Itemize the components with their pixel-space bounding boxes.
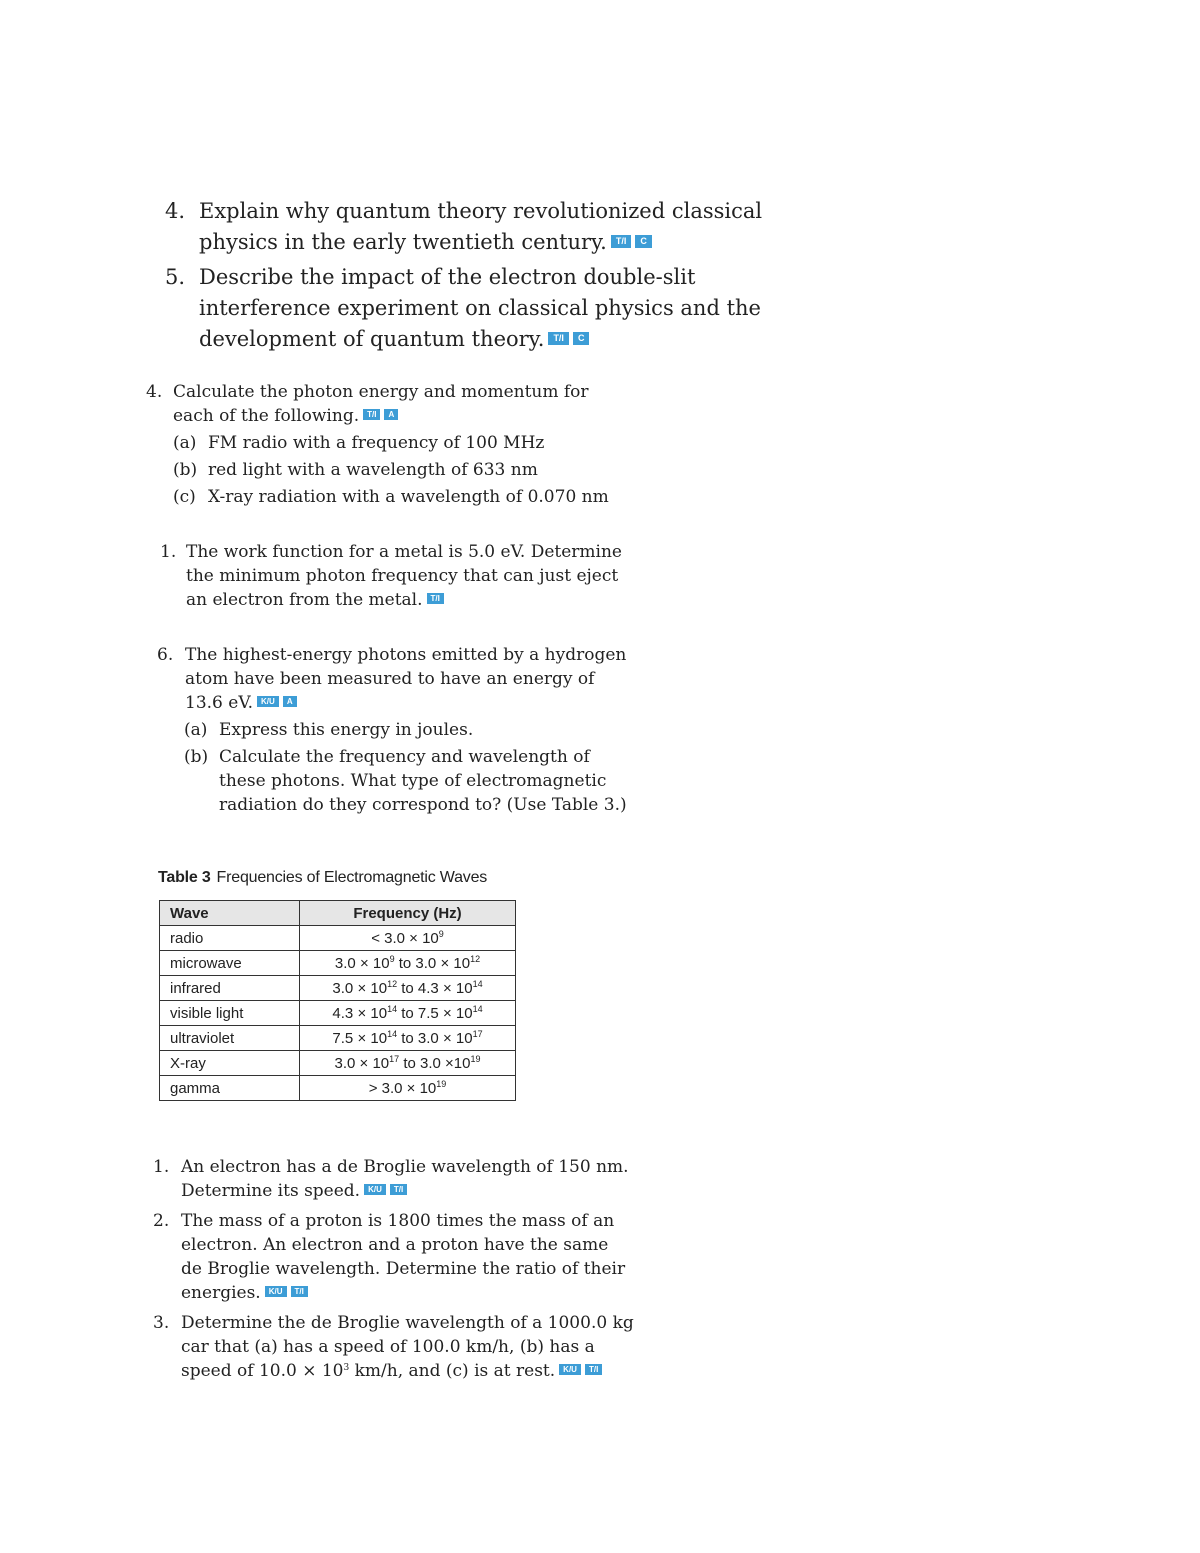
question-line: each of the following. T/I A (173, 404, 606, 428)
frequency-cell: > $3.0 \times 10^{19}$ (300, 1076, 516, 1101)
frequency-cell: $3.0 \times 10^{12}$ to $4.3 \times 10^{14}$ (300, 976, 516, 1001)
question-line: the minimum photon frequency that can just eject (186, 566, 619, 586)
question-line: electron. An electron and a proton have the same (181, 1235, 609, 1255)
wave-cell: microwave (160, 951, 300, 976)
question-line: an electron from the metal. T/I (186, 588, 620, 612)
question-number: 4. (146, 382, 163, 402)
sub-question (146, 485, 609, 509)
question-line: atom have been measured to have an energy of (185, 669, 595, 689)
question-line: 13.6 eV. K/U A (185, 691, 627, 715)
skill-badge: K/U (265, 1286, 287, 1297)
question-line: car that (a) has a speed of 100.0 km/h, (b) has a (181, 1337, 595, 1357)
skill-badge: C (573, 332, 590, 345)
skill-badge: T/I (585, 1364, 602, 1375)
sub-text: Calculate the frequency and wavelength of (219, 747, 590, 767)
exponent: 14 (472, 1003, 483, 1014)
question-line: An electron has a de Broglie wavelength of 150 nm. (181, 1157, 629, 1177)
skill-badge: K/U (559, 1364, 581, 1375)
question-text (185, 643, 627, 715)
skill-badge: A (283, 696, 297, 707)
question-number: 1. (153, 1157, 170, 1177)
question-text (181, 1155, 629, 1203)
question-text (199, 262, 761, 355)
question-item (165, 262, 761, 355)
question-text (181, 1209, 626, 1305)
table-number: Table 3 (158, 869, 211, 886)
sub-label: (a) (173, 433, 197, 453)
sub-text: Express this energy in joules. (219, 720, 474, 740)
table-caption (158, 869, 578, 887)
header-frequency: Frequency (Hz) (300, 901, 516, 926)
exponent: 9 (389, 953, 395, 964)
sub-label: (b) (173, 460, 198, 480)
question-text (181, 1311, 634, 1383)
question-item (160, 540, 620, 612)
questions-block-2 (146, 380, 609, 509)
question-number: 2. (153, 1211, 170, 1231)
exponent: 14 (387, 1028, 398, 1039)
table-3 (158, 869, 578, 1101)
skill-badge: K/U (364, 1184, 386, 1195)
question-item (157, 643, 627, 715)
exponent: 19 (436, 1078, 447, 1089)
sub-question (146, 458, 606, 482)
frequency-cell: $4.3 \times 10^{14}$ to $7.5 \times 10^{14}$ (300, 1001, 516, 1026)
wave-cell: ultraviolet (160, 1026, 300, 1051)
question-line: The highest-energy photons emitted by a hydrogen (185, 645, 627, 665)
question-line: The mass of a proton is 1800 times the mass of an (181, 1211, 615, 1231)
skill-badge: T/I (363, 409, 380, 420)
sub-text: radiation do they correspond to? (Use Table 3.) (219, 795, 627, 815)
sub-question (146, 431, 606, 455)
exponent: 14 (472, 978, 483, 989)
question-item (165, 196, 763, 258)
questions-block-1 (165, 196, 763, 359)
question-text (173, 380, 606, 428)
question-number: 3. (153, 1313, 170, 1333)
question-number: 4. (165, 199, 186, 223)
questions-block-3 (160, 540, 620, 612)
skill-badge: T/I (548, 332, 569, 345)
frequency-cell: $7.5 \times 10^{14}$ to $3.0 \times 10^{17}$ (300, 1026, 516, 1051)
skill-badge: A (384, 409, 398, 420)
question-line: Determine its speed. K/U T/I (181, 1179, 623, 1203)
sub-text: red light with a wavelength of 633 nm (208, 460, 538, 480)
skill-badge: T/I (390, 1184, 407, 1195)
table-row (160, 951, 516, 976)
exponent: 12 (470, 953, 481, 964)
table-row (160, 926, 516, 951)
question-text (186, 540, 620, 612)
question-line: Determine the de Broglie wavelength of a 1000.0 kg (181, 1313, 634, 1333)
exponent: 9 (438, 928, 444, 939)
question-number: 6. (157, 645, 174, 665)
exponent: 17 (472, 1028, 483, 1039)
sub-question (157, 745, 627, 817)
question-number: 5. (165, 265, 186, 289)
table-header-row (160, 901, 516, 926)
questions-block-4 (157, 643, 627, 817)
wave-cell: radio (160, 926, 300, 951)
question-line: development of quantum theory. T/I C (199, 324, 725, 355)
question-item (153, 1209, 626, 1305)
question-line: The work function for a metal is 5.0 eV. Determine (186, 542, 622, 562)
header-wave: Wave (160, 901, 300, 926)
exponent: 14 (387, 1003, 398, 1014)
frequency-cell: $3.0 \times 10^9$ to $3.0 \times 10^{12}$ (300, 951, 516, 976)
table-row (160, 1001, 516, 1026)
skill-badge: C (635, 235, 652, 248)
sub-label: (c) (173, 487, 196, 507)
sub-text: FM radio with a frequency of 100 MHz (208, 433, 545, 453)
table-row (160, 1026, 516, 1051)
wave-cell: infrared (160, 976, 300, 1001)
sub-label: (b) (184, 747, 209, 767)
wave-cell: X-ray (160, 1051, 300, 1076)
question-line: Describe the impact of the electron double-slit (199, 265, 696, 289)
table-row (160, 1076, 516, 1101)
sub-text: X-ray radiation with a wavelength of 0.070 nm (208, 487, 609, 507)
question-item (146, 380, 606, 428)
exponent: 17 (389, 1053, 400, 1064)
question-line: physics in the early twentieth century. T/I C (199, 227, 725, 258)
frequency-table (159, 900, 516, 1101)
exponent: 12 (387, 978, 398, 989)
exponent: 3 (343, 1363, 350, 1373)
table-row (160, 1051, 516, 1076)
question-line: de Broglie wavelength. Determine the ratio of their (181, 1259, 626, 1279)
sub-question (157, 718, 627, 742)
question-number: 1. (160, 542, 177, 562)
skill-badge: K/U (257, 696, 279, 707)
question-text (199, 196, 763, 258)
table-title: Frequencies of Electromagnetic Waves (216, 869, 488, 886)
skill-badge: T/I (611, 235, 632, 248)
wave-cell: visible light (160, 1001, 300, 1026)
sub-text: these photons. What type of electromagnetic (219, 771, 607, 791)
question-item (153, 1311, 634, 1383)
sub-label: (a) (184, 720, 208, 740)
question-line: energies. K/U T/I (181, 1281, 623, 1305)
skill-badge: T/I (291, 1286, 308, 1297)
frequency-cell: < $3.0 \times 10^9$ (300, 926, 516, 951)
wave-cell: gamma (160, 1076, 300, 1101)
skill-badge: T/I (427, 593, 444, 604)
questions-block-6 (153, 1155, 634, 1389)
frequency-cell: $3.0 \times 10^{17}$ to $3.0 \times 10^{19}$ (300, 1051, 516, 1076)
table-row (160, 976, 516, 1001)
question-line: speed of $10.0 \times 10^3$ km/h, and (c) is at rest. K/U T/I (181, 1359, 623, 1383)
question-item (153, 1155, 629, 1203)
exponent: 19 (470, 1053, 481, 1064)
question-line: Explain why quantum theory revolutionized classical (199, 199, 763, 223)
question-line: Calculate the photon energy and momentum for (173, 382, 589, 402)
question-line: interference experiment on classical physics and the (199, 296, 761, 320)
